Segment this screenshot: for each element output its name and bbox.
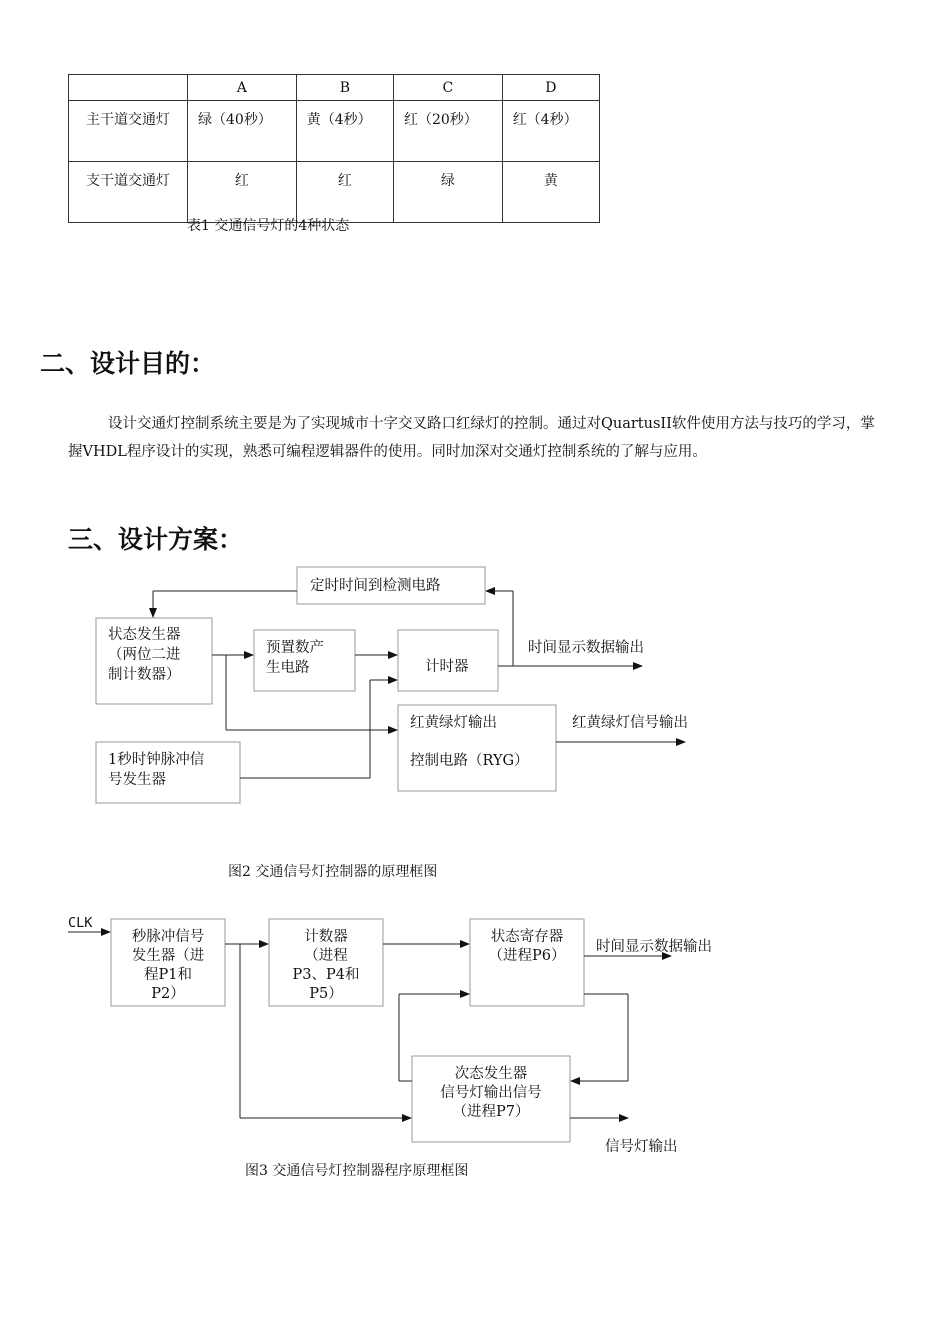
figure-2-caption: 图2 交通信号灯控制器的原理框图 <box>228 864 438 880</box>
state-gen-line2: （两位二进 <box>108 647 181 663</box>
counter-line1: 计数器 <box>304 929 348 945</box>
pulse-line3: 程P1和 <box>144 967 192 983</box>
table-cell: 绿 <box>393 162 502 223</box>
fig3-time-output-label: 时间显示数据输出 <box>596 939 712 955</box>
purpose-paragraph <box>68 410 884 466</box>
table-cell: 黄 <box>502 162 599 223</box>
figure-3-caption: 图3 交通信号灯控制器程序原理框图 <box>245 1163 469 1179</box>
table-cell: 绿（40秒） <box>188 101 297 162</box>
row-label: 主干道交通灯 <box>69 101 188 162</box>
pulse-line1: 秒脉冲信号 <box>131 929 205 945</box>
time-output-label: 时间显示数据输出 <box>528 640 644 656</box>
table-header-cell <box>69 75 188 101</box>
clock-gen-line1: 1秒时钟脉冲信 <box>108 752 205 768</box>
state-reg-line1: 状态寄存器 <box>490 929 564 945</box>
table-cell: 红 <box>296 162 393 223</box>
purpose-text: 设计交通灯控制系统主要是为了实现城市十字交叉路口红绿灯的控制。通过对QuartusII软件使用方法与技巧的学习，掌握VHDL程序设计的实现，熟悉可编程逻辑器件的使用。同时加深对交通灯控制系统的了解与应用。 <box>68 416 875 460</box>
table-header-cell: B <box>296 75 393 101</box>
light-output-label: 信号灯输出 <box>605 1139 678 1155</box>
table-header-cell: D <box>502 75 599 101</box>
ryg-line2: 控制电路（RYG） <box>410 753 529 769</box>
table-caption: 表1 交通信号灯的4种状态 <box>187 218 350 234</box>
table-header-cell: A <box>188 75 297 101</box>
figure-2-block-diagram <box>0 560 950 890</box>
next-state-line1: 次态发生器 <box>454 1066 528 1082</box>
next-state-line3: （进程P7） <box>452 1104 530 1120</box>
clk-label: CLK <box>68 915 93 931</box>
table-cell: 红（4秒） <box>502 101 599 162</box>
figure-3-block-diagram <box>0 905 950 1160</box>
traffic-state-table <box>68 74 600 223</box>
table-header-row <box>69 75 600 101</box>
state-gen-line3: 制计数器） <box>108 667 181 683</box>
section-heading-scheme: 三、设计方案： <box>68 525 244 554</box>
counter-line3: P3、P4和 <box>292 967 360 983</box>
counter-line4: P5） <box>309 986 343 1002</box>
table-cell: 红（20秒） <box>393 101 502 162</box>
next-state-line2: 信号灯输出信号 <box>440 1085 542 1101</box>
ryg-output-label: 红黄绿灯信号输出 <box>572 715 688 731</box>
state-reg-line2: （进程P6） <box>488 948 566 964</box>
table-cell: 黄（4秒） <box>296 101 393 162</box>
clock-gen-line2: 号发生器 <box>108 772 166 788</box>
pulse-line2: 发生器（进 <box>131 948 205 964</box>
timer-label: 计时器 <box>425 659 469 675</box>
state-gen-line1: 状态发生器 <box>108 627 181 643</box>
table-row <box>69 162 600 223</box>
counter-line2: （进程 <box>304 948 348 964</box>
ryg-line1: 红黄绿灯输出 <box>410 715 497 731</box>
preset-line2: 生电路 <box>266 660 310 676</box>
preset-line1: 预置数产 <box>266 640 324 656</box>
table-row <box>69 101 600 162</box>
table-header-cell: C <box>393 75 502 101</box>
table-cell: 红 <box>188 162 297 223</box>
section-heading-purpose: 二、设计目的： <box>40 349 216 378</box>
row-label: 支干道交通灯 <box>69 162 188 223</box>
timer-detect-label: 定时时间到检测电路 <box>310 578 441 594</box>
pulse-line4: P2） <box>151 986 185 1002</box>
